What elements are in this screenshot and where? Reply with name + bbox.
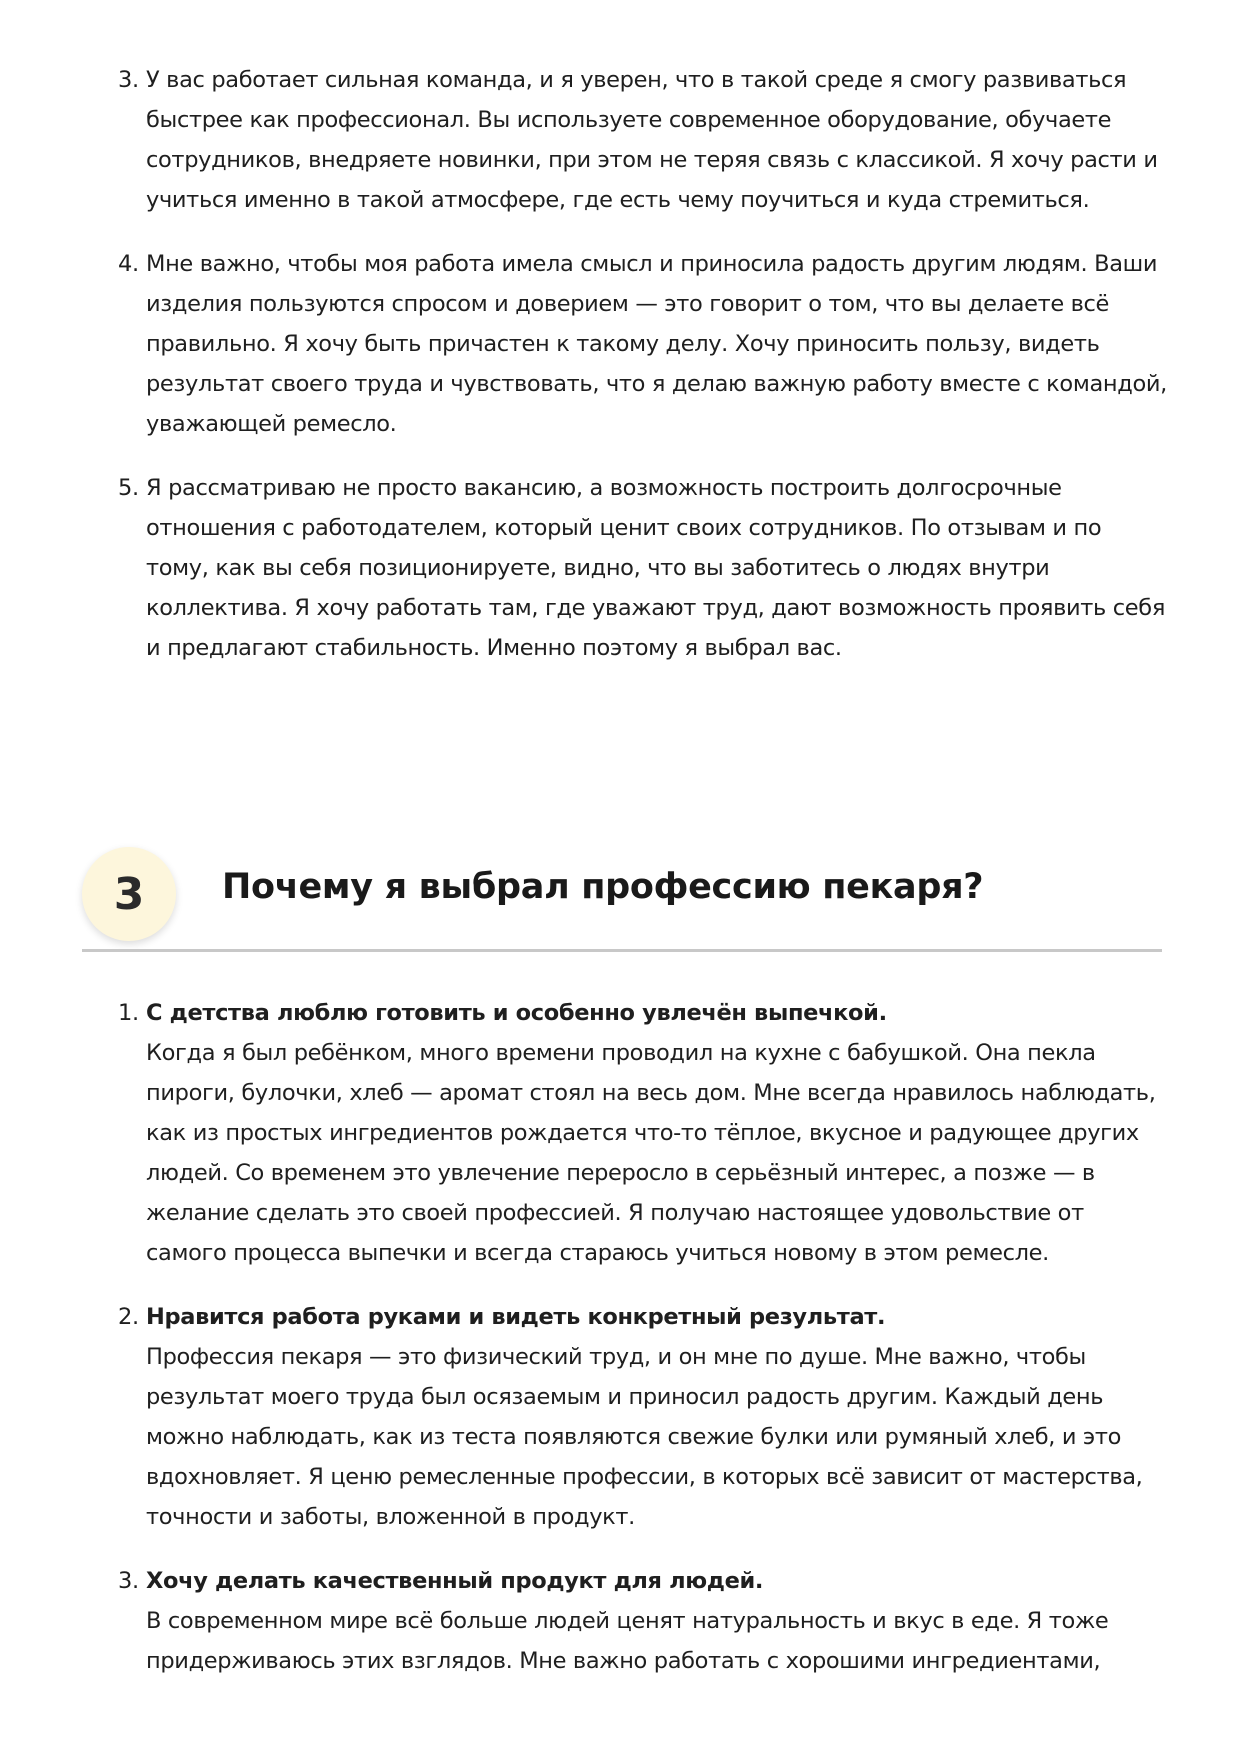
list-item-number: 3. [118, 1568, 139, 1594]
section-divider [82, 949, 1162, 952]
list-item [118, 1297, 1168, 1537]
list-item-number: 1. [118, 1000, 139, 1026]
list-item-number: 2. [118, 1304, 139, 1330]
list-item [118, 244, 1168, 444]
list-item [118, 60, 1168, 220]
profession-reasons-list [118, 993, 1168, 1705]
list-item-text: Я рассматриваю не просто вакансию, а возможность построить долгосрочные отношения с работодателем, который ценит своих сотрудников. По отзывам и по тому, как вы себя позиционируете, видно, что вы заботитесь о людях внутри коллектива. Я хочу работать там, где уважают труд, дают возможность проявить себя и предлагают стабильность. Именно поэтому я выбрал вас. [146, 475, 1165, 661]
list-item-title: С детства люблю готовить и особенно увлечён выпечкой. [146, 1000, 887, 1026]
section-header [82, 845, 1164, 953]
list-item [118, 993, 1168, 1273]
list-item-title: Нравится работа руками и видеть конкретный результат. [146, 1304, 886, 1330]
list-item-text: Когда я был ребёнком, много времени проводил на кухне с бабушкой. Она пекла пироги, булочки, хлеб — аромат стоял на весь дом. Мне всегда нравилось наблюдать, как из простых ингредиентов рождается что-то тёплое, вкусное и радующее других людей. Со временем это увлечение переросло в серьёзный интерес, а позже — в желание сделать это своей профессией. Я получаю настоящее удовольствие от самого процесса выпечки и всегда стараюсь учиться новому в этом ремесле. [146, 1040, 1156, 1266]
list-item-title: Хочу делать качественный продукт для людей. [146, 1568, 764, 1594]
list-item-text: Мне важно, чтобы моя работа имела смысл и приносила радость другим людям. Ваши изделия пользуются спросом и доверием — это говорит о том, что вы делаете всё правильно. Я хочу быть причастен к такому делу. Хочу приносить пользу, видеть результат своего труда и чувствовать, что я делаю важную работу вместе с командой, уважающей ремесло. [146, 251, 1167, 437]
list-item-text: У вас работает сильная команда, и я уверен, что в такой среде я смогу развиваться быстрее как профессионал. Вы используете современное оборудование, обучаете сотрудников, внедряете новинки, при этом не теряя связь с классикой. Я хочу расти и учиться именно в такой атмосфере, где есть чему поучиться и куда стремиться. [146, 67, 1158, 213]
list-item [118, 1561, 1168, 1681]
list-item-number: 3. [118, 67, 139, 93]
section-number-badge: 3 [82, 847, 176, 941]
list-item-number: 4. [118, 251, 139, 277]
section-title: Почему я выбрал профессию пекаря? [222, 867, 984, 907]
reasons-list [118, 60, 1168, 692]
list-item [118, 468, 1168, 668]
list-item-number: 5. [118, 475, 139, 501]
list-item-text: В современном мире всё больше людей ценят натуральность и вкус в еде. Я тоже придерживаюсь этих взглядов. Мне важно работать с хорошими ингредиентами, [146, 1608, 1109, 1674]
list-item-text: Профессия пекаря — это физический труд, и он мне по душе. Мне важно, чтобы результат моего труда был осязаемым и приносил радость другим. Каждый день можно наблюдать, как из теста появляются свежие булки или румяный хлеб, и это вдохновляет. Я ценю ремесленные профессии, в которых всё зависит от мастерства, точности и заботы, вложенной в продукт. [146, 1344, 1143, 1530]
